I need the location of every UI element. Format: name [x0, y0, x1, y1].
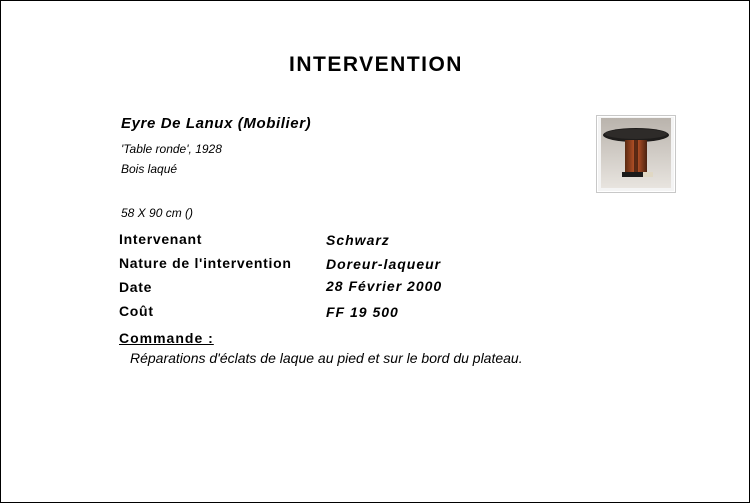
artwork-thumbnail[interactable]: [596, 115, 676, 193]
detail-value-nature: Doreur-laqueur: [326, 256, 442, 272]
detail-label-intervenant: Intervenant: [119, 231, 203, 247]
detail-value-date: 28 Février 2000: [326, 278, 443, 294]
commande-text: Réparations d'éclats de laque au pied et sur le bord du plateau.: [130, 350, 523, 366]
detail-label-cout: Coût: [119, 303, 154, 319]
work-material: Bois laqué: [121, 162, 178, 176]
artist-name: Eyre De Lanux (Mobilier): [121, 115, 312, 132]
page-title: INTERVENTION: [289, 53, 463, 76]
detail-label-date: Date: [119, 279, 153, 295]
commande-label: Commande :: [119, 330, 214, 346]
detail-value-cout: FF 19 500: [326, 304, 399, 320]
round-table-photo-icon: [601, 118, 671, 188]
work-title: 'Table ronde', 1928: [121, 142, 222, 156]
work-dimensions: 58 X 90 cm (): [121, 206, 194, 220]
detail-value-intervenant: Schwarz: [326, 232, 390, 248]
detail-label-nature: Nature de l'intervention: [119, 255, 292, 271]
